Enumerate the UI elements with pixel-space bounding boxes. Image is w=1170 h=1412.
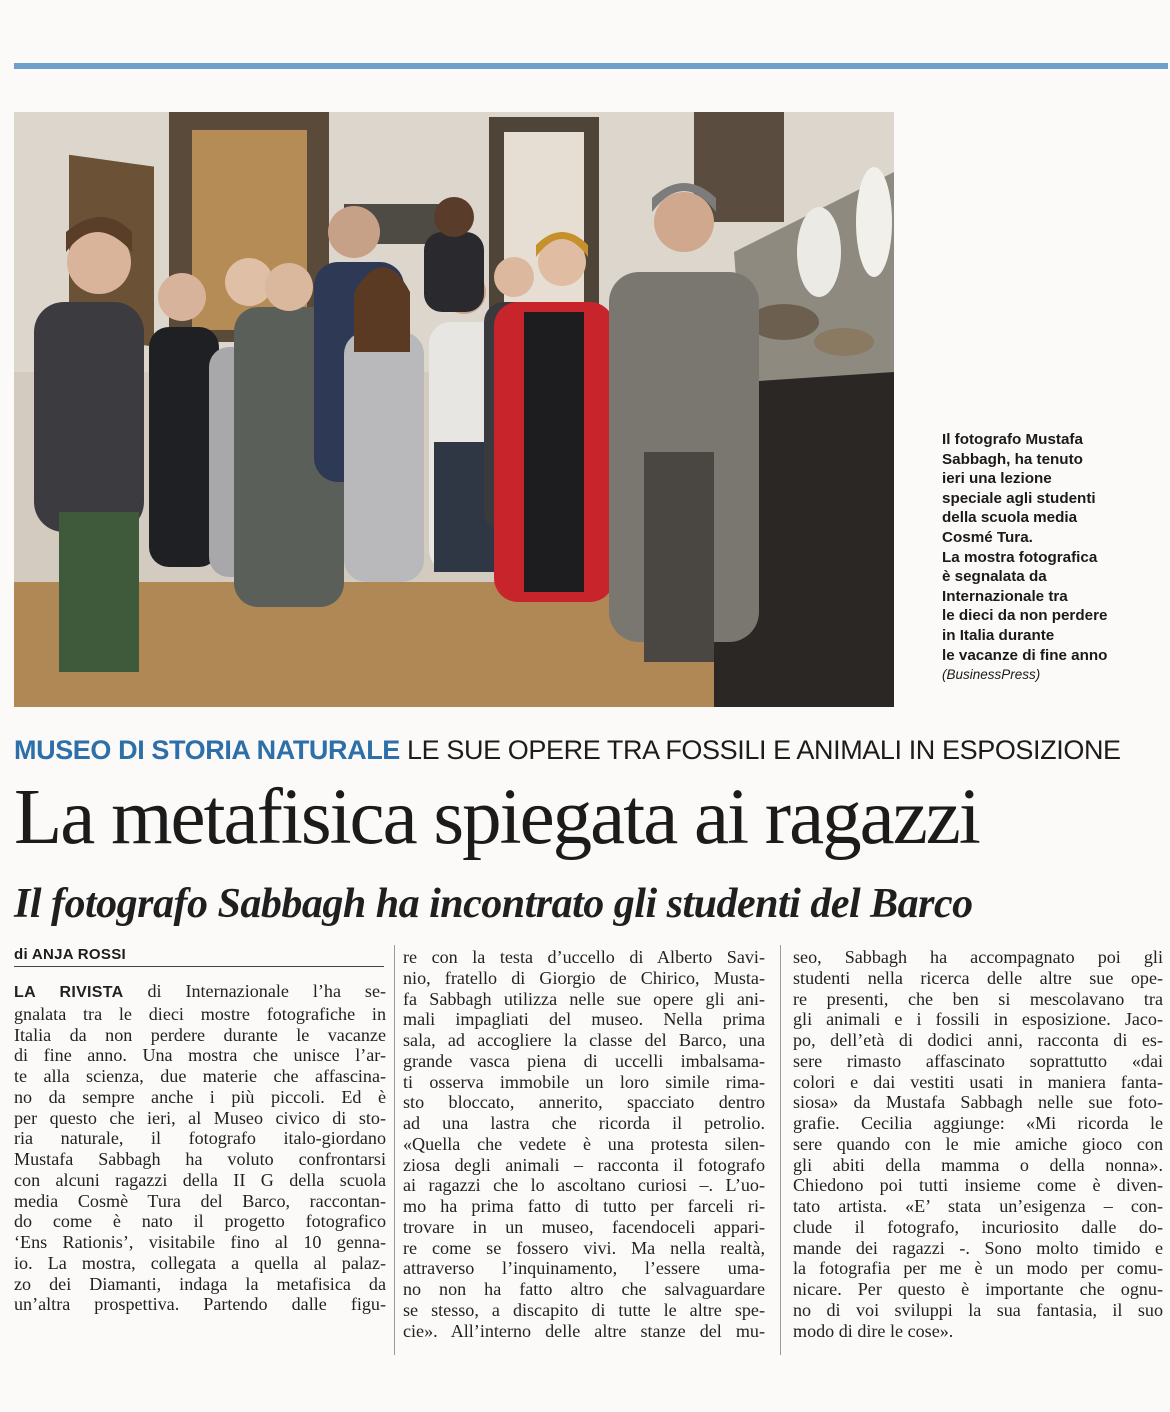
article-line: studenti nella ricerca delle altre sue ope- [793,967,1163,988]
article-line: con alcuni ragazzi della II G della scuola [14,1169,386,1190]
caption-line: La mostra fotografica [942,548,1098,566]
article-line: mande dei ragazzi -. Sono molto timido e [793,1237,1163,1258]
article-line: ria naturale, il fotografo italo-giordano [14,1128,386,1149]
article-line: modo di dire le cose». [793,1320,954,1341]
article-line: ti osserva immobile un loro simile rima- [403,1071,765,1092]
article-line: re come se fossero vivi. Ma nella realtà, [403,1237,765,1258]
article-line: di fine anno. Una mostra che unisce l’ar- [14,1045,386,1066]
article-line: mali impagliati del museo. Nella prima [403,1009,765,1030]
article-line: LA RIVISTA di Internazionale l’ha se- [14,981,386,1001]
article-line: ‘Ens Rationis’, visitabile fino al 10 genna- [14,1232,386,1252]
caption-line: le vacanze di fine anno [942,646,1108,664]
article-line: fa Sabbagh utilizza nelle sue opere gli ani- [403,988,765,1009]
column-divider [780,945,781,1355]
article-line: re presenti, che ben si mescolavano tra [793,988,1163,1009]
article-line: media Cosmè Tura del Barco, raccontan- [14,1190,386,1211]
article-line: Mustafa Sabbagh ha voluto confrontarsi [14,1149,386,1169]
article-line: sto bloccato, annerito, spacciato dentro [403,1092,765,1113]
subheadline: Il fotografo Sabbagh ha incontrato gli studenti del Barco [14,881,973,927]
article-line: ad una lastra che ricorda il petrolio. [403,1113,765,1133]
article-line: po, dell’età di dodici anni, racconta di es- [793,1030,1163,1050]
byline-rule [14,966,384,967]
caption-line: Cosmé Tura. [942,528,1033,546]
caption-line: è segnalata da [942,568,1047,586]
article-line: gli animali e i fossili in esposizione. Jaco- [793,1009,1163,1030]
article-line: zo dei Diamanti, indaga la metafisica da [14,1273,386,1294]
article-line: grande vasca piena di uccelli imbalsama- [403,1050,765,1071]
article-line: io. La mostra, collegata a quella al palaz- [14,1252,386,1273]
headline: La metafisica spiegata ai ragazzi [14,774,979,861]
article-line: Chiedono poi tutti insieme come è diven- [793,1175,1163,1196]
article-line: grafie. Cecilia aggiunge: «Mi ricorda le [793,1113,1163,1133]
article-line: mo ha prima fatto di tutto per farceli ri- [403,1196,765,1216]
article-line: per questo che ieri, al Museo civico di sto- [14,1107,386,1128]
top-rule [14,63,1168,69]
article-line: no non ha fatto altro che salvaguardare [403,1279,765,1299]
article-line: gli abiti della mamma o della nonna». [793,1154,1163,1175]
article-line: ai ragazzi che lo ascoltano curiosi –. L’uo- [403,1175,765,1196]
article-line: un’altra prospettiva. Partendo dalle figu- [14,1294,386,1315]
article-line: re con la testa d’uccello di Alberto Savi- [403,947,765,967]
caption-line: Sabbagh, ha tenuto [942,450,1083,468]
caption-line: le dieci da non perdere [942,607,1108,625]
article-line: do come è nato il progetto fotografico [14,1211,386,1232]
byline: di ANJA ROSSI [14,946,126,963]
article-line: no da sempre anche i più piccoli. Ed è [14,1086,386,1107]
article-line: tato artista. «E’ stata un’esigenza – con- [793,1196,1163,1216]
article-line: trovare in un museo, facendoceli appari- [403,1216,765,1237]
article-line: sala, ad accogliere la classe del Barco, una [403,1030,765,1050]
article-line: colori e dai vestiti usati in maniera fanta- [793,1071,1163,1092]
article-line: ziosa degli animali – racconta il fotografo [403,1154,765,1175]
column-divider [394,945,395,1355]
article-column-1 [14,981,386,1315]
caption-line: in Italia durante [942,626,1055,644]
article-column-3 [793,947,1163,1341]
article-line: nio, fratello di Giorgio de Chirico, Musta- [403,967,765,988]
article-line: te alla scienza, due materie che affascina- [14,1066,386,1086]
caption-line: Internazionale tra [942,587,1068,605]
article-line: la fotografia per me è un modo per comu- [793,1258,1163,1279]
article-line: sere quando con le mie amiche gioco con [793,1133,1163,1154]
article-line: no di voi sviluppi la sua fantasia, il suo [793,1299,1163,1320]
kicker-section: MUSEO DI STORIA NATURALE [14,735,400,765]
caption-line: Il fotografo Mustafa [942,431,1083,448]
article-line: se stesso, a discapito di tutte le altre spe- [403,1299,765,1320]
lead-word: LA RIVISTA [14,984,124,1001]
caption-line: ieri una lezione [942,470,1052,488]
group-photo [14,112,894,707]
article-line: nicare. Per questo è importante che ognu- [793,1279,1163,1299]
kicker [14,733,1164,767]
article-column-2 [403,947,765,1341]
photo-caption [942,430,1164,685]
article-line: seo, Sabbagh ha accompagnato poi gli [793,947,1163,967]
article-line: clude il fotografo, incuriosito dalle do- [793,1216,1163,1237]
article-line: siosa» da Mustafa Sabbagh nelle sue foto- [793,1092,1163,1113]
caption-line: della scuola media [942,509,1078,527]
article-line: Italia da non perdere durante le vacanze [14,1024,386,1045]
kicker-topic: LE SUE OPERE TRA FOSSILI E ANIMALI IN ESPOSIZIONE [407,735,1121,765]
article-line: sere rimasto affascinato soprattutto «dai [793,1050,1163,1071]
article-line: «Quella che vedete è una protesta silen- [403,1133,765,1154]
article-line: cie». All’interno delle altre stanze del mu- [403,1320,765,1341]
caption-line: speciale agli studenti [942,489,1096,507]
photo-credit: (BusinessPress) [942,667,1041,683]
article-line: attraverso l’inquinamento, l’essere uma- [403,1258,765,1279]
article-line: gnalata tra le dieci mostre fotografiche in [14,1003,386,1024]
